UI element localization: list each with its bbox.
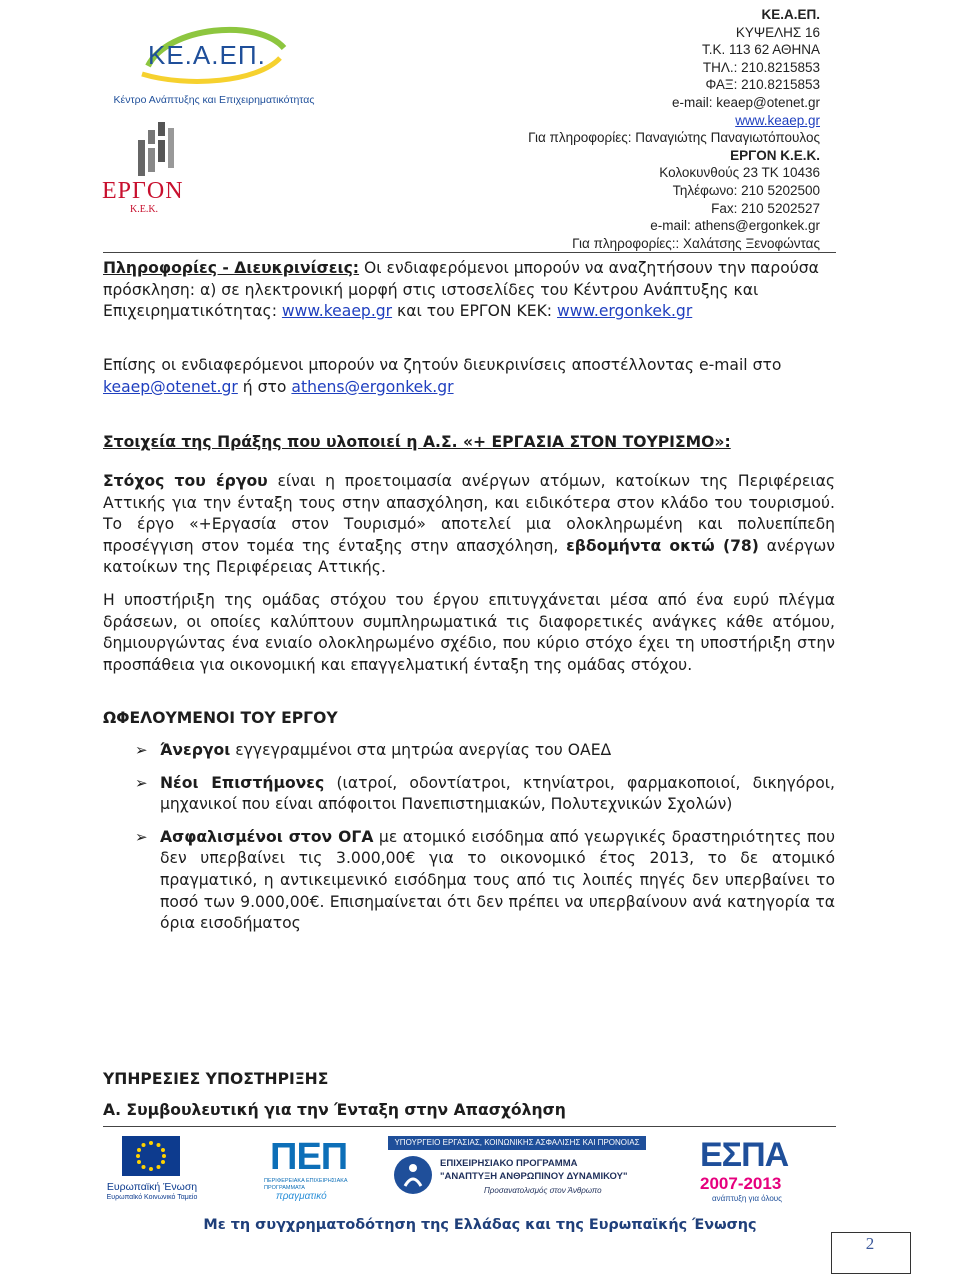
item-bold: Άνεργοι: [160, 741, 231, 759]
keaep-site-link[interactable]: www.keaep.gr: [281, 302, 393, 321]
item-bold: Νέοι Επιστήμονες: [160, 773, 325, 792]
arrow-bullet-icon: ➢: [135, 827, 148, 846]
header-divider: [103, 252, 836, 253]
beneficiaries-list: [103, 740, 835, 946]
espa-years: 2007-2013: [700, 1174, 782, 1193]
email-paragraph: [103, 355, 835, 398]
ministry-line: ΥΠΟΥΡΓΕΙΟ ΕΡΓΑΣΙΑΣ, ΚΟΙΝΩΝΙΚΗΣ ΑΣΦΑΛΙΣΗΣ ΚΑΙ ΠΡΟΝΟΙΑΣ: [388, 1136, 646, 1150]
arrow-bullet-icon: ➢: [135, 773, 148, 792]
ergon-address: Κολοκυνθούς 23 ΤΚ 10436: [659, 165, 820, 181]
ergon-logo-text: ΕΡΓΟΝ: [102, 178, 184, 204]
op-title: ΕΠΙΧΕΙΡΗΣΙΑΚΟ ΠΡΟΓΡΑΜΜΑ: [440, 1158, 578, 1169]
footer-divider: [103, 1126, 836, 1127]
keaep-address: ΚΥΨΕΛΗΣ 16: [735, 24, 820, 40]
pep-logo: [264, 1136, 360, 1208]
goal-bold: εβδομήντα οκτώ (78): [566, 536, 759, 555]
keaep-logo-sub: Κέντρο Ανάπτυξης και Επιχειρηματικότητας: [113, 94, 315, 106]
op-logo: [388, 1136, 646, 1208]
keaep-email-link[interactable]: keaep@otenet.gr: [103, 377, 238, 396]
ergon-name: ΕΡΓΟΝ Κ.Ε.Κ.: [730, 147, 820, 163]
ergon-email-link[interactable]: athens@ergonkek.gr: [291, 377, 454, 396]
email-text-1: Επίσης οι ενδιαφερόμενοι μπορούν να ζητούν διευκρινίσεις αποστέλλοντας e-mail στο: [103, 356, 782, 374]
eu-logo: [106, 1136, 198, 1208]
list-item: [103, 827, 835, 935]
beneficiaries-heading: ΩΦΕΛΟΥΜΕΝΟΙ ΤΟΥ ΕΡΓΟΥ: [103, 709, 338, 727]
info-text-1: Οι ενδιαφερόμενοι μπορούν να αναζητήσουν την παρούσα πρόσκληση: α) σε ηλεκτρονική μορφή στις ιστοσελίδες του Κέντρου Ανάπτυξης και Επιχειρηματικότητας:: [103, 259, 819, 321]
espa-title: ΕΣΠΑ: [700, 1136, 789, 1174]
keaep-postal: Τ.Κ. 113 62 ΑΘΗΝΑ: [701, 42, 820, 58]
header-contact-block: [400, 6, 820, 252]
goal-text-1: είναι η προετοιμασία ανέργων ατόμων, κατοίκων της Περιφέρειας Αττικής για την ένταξη τους στην απασχόληση, και ειδικότερα στον κλάδο του τουρισμού. Το έργο «+Εργασία στον Τουρισμό» αποτελεί μια ολοκληρωμένη και πολυεπίπεδη προσέγγιση στον τομέα της ένταξης στην απασχόληση,: [103, 472, 836, 555]
info-text-2: και του ΕΡΓΟΝ ΚΕΚ:: [392, 302, 558, 321]
keaep-web-link[interactable]: www.keaep.gr: [735, 112, 820, 128]
page-number: 2: [865, 1234, 875, 1253]
keaep-email: e-mail: keaep@otenet.gr: [671, 94, 820, 110]
ergon-site-link[interactable]: www.ergonkek.gr: [557, 302, 693, 321]
list-item: [103, 740, 835, 762]
list-item: [103, 773, 835, 816]
eu-flag-icon: [122, 1136, 180, 1176]
item-text: εγγεγραμμένοι στα μητρώα ανεργίας του ΟΑΕΔ: [230, 741, 612, 759]
services-heading: ΥΠΗΡΕΣΙΕΣ ΥΠΟΣΤΗΡΙΞΗΣ: [103, 1070, 329, 1088]
item-bold: Ασφαλισμένοι στον ΟΓΑ: [160, 827, 374, 846]
ergon-info: Για πληροφορίες:: Χαλάτσης Ξενοφώντας: [572, 235, 820, 251]
op-name: "ΑΝΑΠΤΥΞΗ ΑΝΘΡΩΠΙΝΟΥ ΔΥΝΑΜΙΚΟΥ": [440, 1171, 628, 1182]
info-paragraph: [103, 258, 835, 323]
keaep-phone: ΤΗΛ.: 210.8215853: [702, 59, 820, 75]
eu-sub: Ευρωπαϊκό Κοινωνικό Ταμείο: [106, 1194, 198, 1201]
project-heading: Στοιχεία της Πράξης που υλοποιεί η Α.Σ. «+ ΕΡΓΑΣΙΑ ΣΤΟΝ ΤΟΥΡΙΣΜΟ»:: [103, 433, 731, 451]
pep-tag: πραγματικό: [276, 1191, 327, 1202]
espa-logo: [694, 1136, 804, 1208]
email-text-2: ή στο: [237, 377, 292, 396]
project-goal-paragraph: [103, 471, 835, 579]
goal-label: Στόχος του έργου: [103, 472, 268, 490]
op-tag: Προσανατολισμός στον Άνθρωπο: [484, 1186, 602, 1195]
keaep-info: Για πληροφορίες: Παναγιώτης Παναγιωτόπουλος: [528, 130, 820, 146]
ergon-phone: Τηλέφωνο: 210 5202500: [672, 182, 820, 198]
goal-text-2: ανέργων κατοίκων της Περιφέρειας Αττικής.: [103, 536, 835, 577]
keaep-logo-text: ΚΕ.Α.ΕΠ.: [148, 40, 266, 70]
support-paragraph: Η υποστήριξη της ομάδας στόχου του έργου επιτυγχάνεται μέσα από ένα ευρύ πλέγμα δράσεων, οι οποίες καλύπτουν συμπληρωματικά τις διαφορετικές ανάγκες κάθε ατόμου, δημιουργώντας ένα ενιαίο ολοκληρωμένο σχέδιο, που κύριο στόχο έχει τη υποστήριξη στην προσπάθεια για οικονομική και επαγγελματική ένταξη της ομάδας στόχου.: [103, 591, 835, 674]
info-heading: Πληροφορίες - Διευκρινίσεις:: [103, 259, 360, 277]
ergon-logo-sub: Κ.Ε.Κ.: [130, 204, 159, 215]
espa-tag: ανάπτυξη για όλους: [712, 1194, 783, 1203]
keaep-fax: ΦΑΞ: 210.8215853: [705, 77, 820, 93]
pep-sub: ΠΕΡΙΦΕΡΕΙΑΚΑ ΕΠΙΧΕΙΡΗΣΙΑΚΑ ΠΡΟΓΡΑΜΜΑΤΑ: [264, 1178, 348, 1191]
eu-title: Ευρωπαϊκή Ένωση: [106, 1181, 198, 1193]
ergon-logo: [102, 120, 184, 218]
keaep-logo: [108, 18, 320, 110]
op-emblem-icon: [394, 1156, 432, 1194]
keaep-name: ΚΕ.Α.ΕΠ.: [761, 7, 820, 22]
pep-title: ΠΕΠ: [270, 1136, 348, 1178]
item-text: με ατομικό εισόδημα από γεωργικές δραστηριότητες που δεν υπερβαίνει τις 3.000,00€ για το οικονομικό έτος 2013, το δε ατομικό πραγματικό, η αντικειμενικό εισόδημα τους από τις λοιπές πηγές δεν υπερβαίνει το ποσό των 9.000,00€. Επισημαίνεται ότι δεν πρέπει να υπερβαίνουν ανά κατηγορία τα όρια εισοδήματος: [160, 827, 835, 933]
item-text: (ιατροί, οδοντίατροι, κτηνίατροι, φαρμακοποιοί, δικηγόροι, μηχανικοί που είναι απόφοιτοι Πανεπιστημιακών, Πολυτεχνικών Σχολών): [160, 773, 835, 814]
services-subheading: Α. Συμβουλευτική για την Ένταξη στην Απασχόληση: [103, 1101, 566, 1119]
ergon-email: e-mail: athens@ergonkek.gr: [650, 218, 820, 234]
ergon-fax: Fax: 210 5202527: [711, 200, 820, 216]
cofunding-line: Με τη συγχρηματοδότηση της Ελλάδας και της Ευρωπαϊκής Ένωσης: [203, 1217, 757, 1233]
arrow-bullet-icon: ➢: [135, 741, 148, 759]
